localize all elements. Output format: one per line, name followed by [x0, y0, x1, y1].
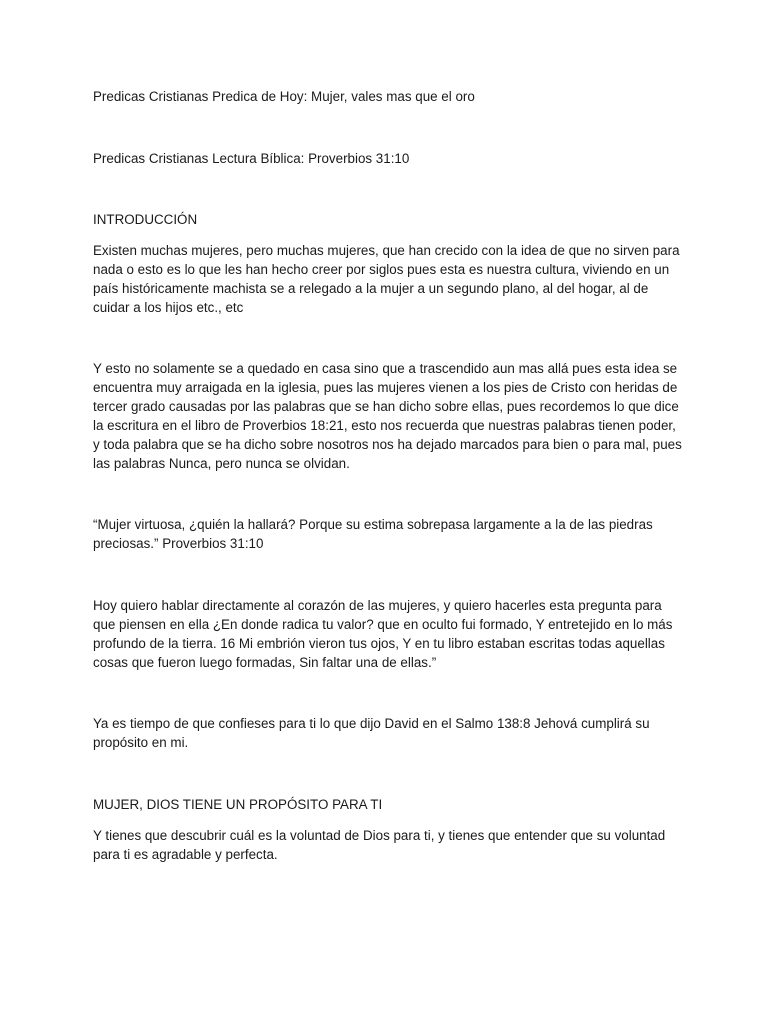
bible-reading-line: Predicas Cristianas Lectura Bíblica: Proverbios 31:10	[93, 151, 410, 166]
quote-proverbios: “Mujer virtuosa, ¿quién la hallará? Porque su estima sobrepasa largamente a la de las piedras preciosas.” Proverbios 31:10	[93, 517, 653, 551]
document-title-line: Predicas Cristianas Predica de Hoy: Mujer, vales mas que el oro	[93, 89, 475, 104]
paragraph-intro: Existen muchas mujeres, pero muchas mujeres, que han crecido con la idea de que no sirven para nada o esto es lo que les han hecho creer por siglos pues esta es nuestra cultura, viviendo en un país históricamente machista se a relegado a la mujer a un segundo plano, al del hogar, al de cuidar a los hijos etc., etc	[93, 243, 680, 315]
paragraph-salmo: Ya es tiempo de que confieses para ti lo que dijo David en el Salmo 138:8 Jehová cumplirá su propósito en mi.	[93, 716, 650, 750]
section-heading-proposito: MUJER, DIOS TIENE UN PROPÓSITO PARA TI	[93, 797, 383, 812]
paragraph-iglesia: Y esto no solamente se a quedado en casa sino que a trascendido aun mas allá pues esta idea se encuentra muy arraigada en la iglesia, pues las mujeres vienen a los pies de Cristo con heridas de tercer grado causadas por las palabras que se han dicho sobre ellas, pues recordemos lo que dice la escritura en el libro de Proverbios 18:21, esto nos recuerda que nuestras palabras tienen poder, y toda palabra que se ha dicho sobre nosotros nos ha dejado marcados para bien o para mal, pues las palabras Nunca, pero nunca se olvidan.	[93, 361, 682, 471]
paragraph-voluntad: Y tienes que descubrir cuál es la voluntad de Dios para ti, y tienes que entender que su voluntad para ti es agradable y perfecta.	[93, 828, 666, 862]
paragraph-corazon: Hoy quiero hablar directamente al corazón de las mujeres, y quiero hacerles esta pregunta para que piensen en ella ¿En donde radica tu valor? que en oculto fui formado, Y entretejido en lo más profundo de la tierra. 16 Mi embrión vieron tus ojos, Y en tu libro estaban escritas todas aquellas cosas que fueron luego formadas, Sin faltar una de ellas.”	[93, 598, 673, 670]
section-heading-introduccion: INTRODUCCIÓN	[93, 212, 198, 227]
